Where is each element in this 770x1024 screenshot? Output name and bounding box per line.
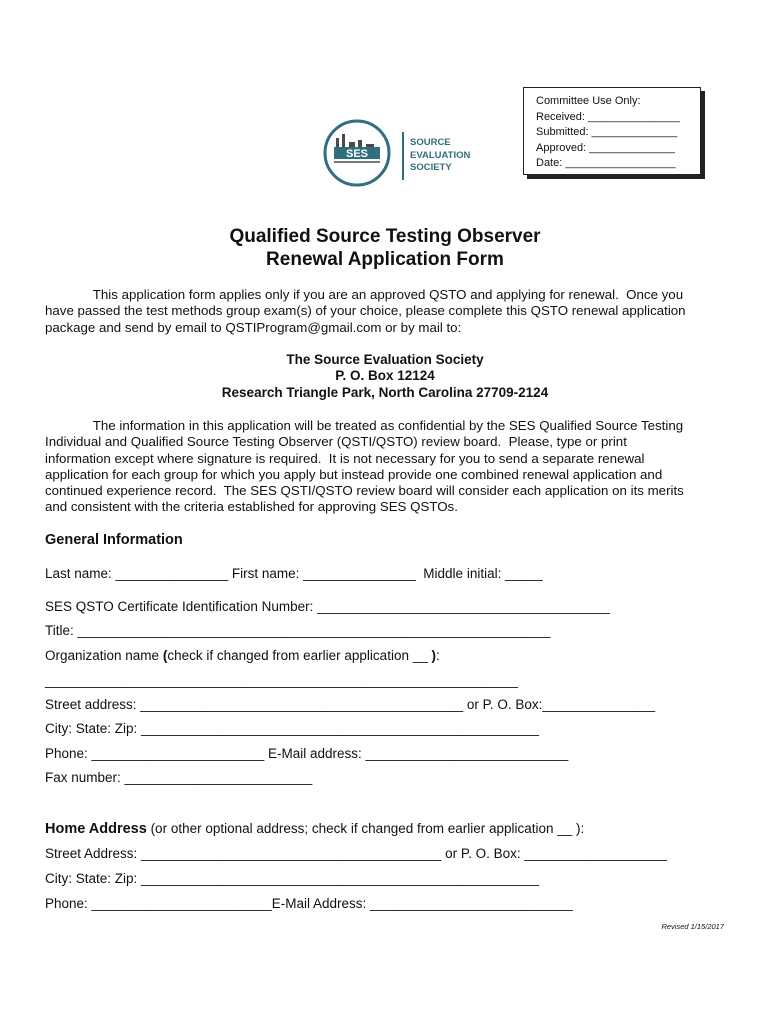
confidential-line4: application for each group for which you apply but instead provide one combined renewal application and — [45, 466, 663, 482]
home-street-field[interactable]: Street Address: ________________________________________ or P. O. Box: ___________________ — [45, 846, 668, 861]
intro-paragraph — [45, 287, 717, 336]
organization-name-label — [45, 648, 440, 664]
logo-name-line1: SOURCE — [410, 137, 451, 148]
mailing-address — [0, 352, 770, 401]
home-address-heading — [45, 821, 584, 837]
logo-wordmark — [410, 137, 470, 175]
street-address-field[interactable]: Street address: ___________________________________________ or P. O. Box:_______________ — [45, 697, 656, 712]
ses-logo-icon — [322, 118, 392, 188]
confidential-line3: information except where signature is required. It is not necessary for you to send a separate renewal — [45, 450, 645, 466]
phone-email-field[interactable]: Phone: _______________________ E-Mail address: ___________________________ — [45, 746, 569, 761]
title-line2: Renewal Application Form — [266, 249, 504, 270]
committee-heading: Committee Use Only: — [536, 95, 641, 107]
confidential-line6: and consistent with the criteria established for approving SES QSTOs. — [45, 499, 458, 515]
address-line2: P. O. Box 12124 — [335, 368, 435, 384]
home-city-state-zip-field[interactable]: City: State: Zip: _____________________________________________________ — [45, 871, 539, 886]
intro-line1: This application form applies only if you are an approved QSTO and applying for renewal. Once you — [45, 287, 684, 302]
intro-line2: have passed the test methods group exam(s) of your choice, please complete this QSTO renewal application — [45, 303, 686, 319]
committee-approved: Approved: ______________ — [536, 141, 675, 154]
city-state-zip-field[interactable]: City: State: Zip: _____________________________________________________ — [45, 721, 539, 736]
logo-name-line2: EVALUATION — [410, 149, 471, 161]
ses-logo-mark: SES — [345, 148, 369, 160]
title-line1: Qualified Source Testing Observer — [229, 226, 541, 247]
confidential-paragraph — [45, 418, 717, 516]
page-title — [0, 225, 770, 271]
organization-name-field[interactable]: _______________________________________________________________ — [45, 673, 519, 688]
home-heading-note[interactable]: (or other optional address; check if changed from earlier application __ ): — [146, 821, 585, 836]
title-field[interactable]: Title: _______________________________________________________________ — [45, 623, 551, 638]
address-line1: The Source Evaluation Society — [286, 352, 484, 367]
address-line3: Research Triangle Park, North Carolina 27709-2124 — [221, 384, 549, 400]
confidential-line5: continued experience record. The SES QSTI/QSTO review board will consider each application on its merits — [45, 483, 684, 499]
org-check-text[interactable]: check if changed from earlier application __ — [167, 648, 432, 663]
committee-use-box — [523, 87, 701, 175]
general-info-heading: General Information — [45, 532, 183, 548]
committee-submitted: Submitted: ______________ — [536, 126, 678, 138]
fax-field[interactable]: Fax number: _________________________ — [45, 770, 313, 785]
intro-line3: package and send by email to QSTIProgram@gmail.com or by mail to: — [45, 319, 462, 335]
home-heading-label: Home Address — [45, 821, 147, 837]
confidential-line2: Individual and Qualified Source Testing Observer (QSTI/QSTO) review board. Please, type or print — [45, 434, 627, 450]
committee-date: Date: __________________ — [536, 157, 676, 169]
org-paren-close: ) — [431, 648, 436, 663]
org-paren-open: ( — [162, 648, 168, 663]
committee-received: Received: _______________ — [536, 110, 680, 123]
ses-logo — [322, 118, 482, 188]
home-phone-email-field[interactable]: Phone: ________________________E-Mail Address: ___________________________ — [45, 896, 573, 911]
logo-name-line3: SOCIETY — [410, 162, 452, 173]
org-label: Organization name — [45, 648, 163, 663]
name-fields[interactable]: Last name: _______________ First name: _______________ Middle initial: _____ — [45, 566, 543, 581]
confidential-line1: The information in this application will be treated as confidential by the SES Qualified Source Testing — [45, 418, 684, 433]
revision-date: Revised 1/15/2017 — [661, 922, 724, 931]
logo-divider — [402, 132, 404, 180]
org-colon: : — [435, 648, 440, 663]
certificate-id-field[interactable]: SES QSTO Certificate Identification Number: _______________________________________ — [45, 599, 610, 614]
